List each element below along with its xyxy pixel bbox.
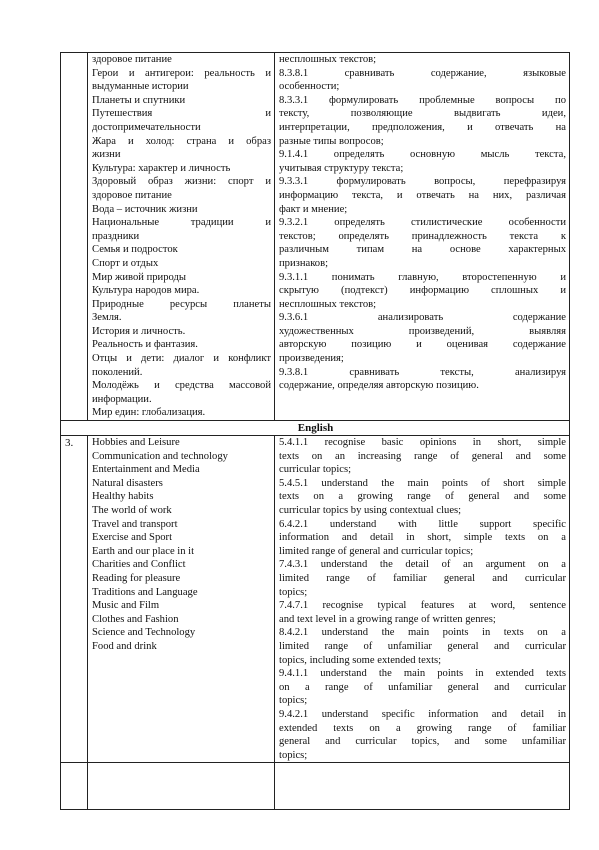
english-section-title: English — [61, 421, 570, 436]
english-row — [61, 436, 570, 763]
russian-objective-line: 8.3.8.1 сравнивать содержание, языковые — [279, 67, 566, 79]
english-empty-topics-cell — [88, 763, 275, 810]
english-objective-line: 5.4.1.1 recognise basic opinions in short, simple — [279, 437, 566, 449]
english-objective-line: 6.4.2.1 understand with little support specific — [279, 518, 566, 530]
english-topic-item: Reading for pleasure — [92, 572, 181, 584]
english-objective-line: 7.4.3.1 understand the detail of an argument on a — [279, 559, 566, 571]
english-topic-item: Clothes and Fashion — [92, 613, 179, 625]
russian-topic-line: здоровое питание — [92, 189, 172, 201]
russian-topic-line: выдуманные истории — [92, 81, 189, 93]
english-topic-item: Natural disasters — [92, 477, 163, 489]
english-objective-line: limited range of familiar general and curricular — [279, 572, 566, 584]
english-objective-line: 5.4.5.1 understand the main points of short simple — [279, 477, 566, 489]
russian-objective-line: 9.3.8.1 сравнивать тексты, анализируя — [279, 366, 566, 378]
russian-topic-line: Вода – источник жизни — [92, 203, 198, 215]
english-objective-line: limited range of general and curricular topics; — [279, 545, 474, 557]
english-objective-line: texts on an increasing range of general and some — [279, 450, 566, 462]
english-row-number: 3. — [61, 436, 88, 763]
russian-objective-line: особенности; — [279, 81, 340, 93]
english-topic-item: Science and Technology — [92, 627, 196, 639]
english-objective-line: general and curricular topics, and some unfamiliar — [279, 736, 566, 748]
russian-objective-line: различным типам на основе характерных — [279, 244, 566, 256]
russian-topic-line: Мир един: глобализация. — [92, 407, 206, 419]
russian-topic-line: Мир живой природы — [92, 271, 186, 283]
russian-objective-line: 8.3.3.1 формулировать проблемные вопросы по — [279, 94, 566, 106]
russian-topic-line: праздники — [92, 230, 140, 242]
russian-objective-line: информацию текста, и отвечать на них, различая — [279, 189, 566, 201]
english-objective-line: curricular topics; — [279, 464, 352, 476]
english-objective-line: and text level in a growing range of written genres; — [279, 613, 496, 625]
russian-topic-line: Здоровый образ жизни: спорт и — [92, 176, 271, 188]
english-topic-item: Communication and technology — [92, 450, 228, 462]
russian-topic-line: Молодёжь и средства массовой — [92, 380, 271, 392]
english-section-header-row — [61, 421, 570, 436]
english-objective-line: information and detail in short, simple texts on a — [279, 532, 566, 544]
english-objective-line: 9.4.1.1 understand the main points in extended texts — [279, 668, 566, 680]
russian-objective-line: скрытую (подтекст) информацию сплошных и — [279, 285, 566, 297]
english-empty-number-cell — [61, 763, 88, 810]
russian-objective-line: 9.3.3.1 формулировать вопросы, перефразируя — [279, 176, 566, 188]
russian-topic-line: Отцы и дети: диалог и конфликт — [92, 353, 271, 365]
russian-objective-line: 9.3.1.1 понимать главную, второстепенную и — [279, 271, 566, 283]
russian-objective-line: художественных произведений, выявляя — [279, 325, 566, 337]
english-empty-row — [61, 763, 570, 810]
russian-topic-line: Жара и холод: страна и образ — [92, 135, 271, 147]
english-topic-item: Hobbies and Leisure — [92, 437, 180, 449]
russian-objective-line: 9.3.6.1 анализировать содержание — [279, 312, 566, 324]
russian-objective-line: факт и мнение; — [279, 203, 348, 215]
english-topic-item: Exercise and Sport — [92, 532, 173, 544]
russian-topic-line: История и личность. — [92, 325, 186, 337]
russian-number-cell — [61, 53, 88, 421]
russian-row — [61, 53, 570, 421]
russian-objective-line: содержание, определяя авторскую позицию. — [279, 380, 479, 392]
russian-objective-line: 9.1.4.1 определять основную мысль текста, — [279, 149, 566, 161]
english-objective-line: 8.4.2.1 understand the main points in texts on a — [279, 627, 566, 639]
english-objective-line: on a range of unfamiliar general and curricular — [279, 681, 566, 693]
english-objective-line: 7.4.7.1 recognise typical features at word, sentence — [279, 600, 566, 612]
english-topic-item: The world of work — [92, 505, 172, 516]
english-objectives-cell — [275, 436, 570, 763]
russian-topic-line: Герои и антигерои: реальность и — [92, 67, 271, 79]
russian-topic-line: Земля. — [92, 312, 122, 324]
english-empty-objectives-cell — [275, 763, 570, 810]
curriculum-table — [60, 52, 570, 810]
russian-objective-line: разные типы вопросов; — [279, 135, 384, 147]
russian-objectives-cell — [275, 53, 570, 421]
russian-objective-line: произведения; — [279, 353, 344, 365]
english-topic-item: Healthy habits — [92, 491, 154, 503]
russian-objective-line: несплошных текстов; — [279, 298, 377, 310]
russian-topic-line: Культура: характер и личность — [92, 162, 231, 174]
english-topic-item: Food and drink — [92, 640, 157, 652]
english-topics-cell — [88, 436, 275, 763]
russian-objective-line: интерпретации, предположения, и отвечать на — [279, 121, 566, 133]
russian-topic-line: жизни — [92, 149, 121, 161]
russian-topic-line: поколений. — [92, 366, 143, 378]
russian-topic-line: Культура народов мира. — [92, 285, 200, 297]
english-topic-item: Travel and transport — [92, 518, 178, 530]
russian-topic-line: Спорт и отдых — [92, 257, 159, 269]
russian-topic-line: достопримечательности — [92, 121, 201, 133]
english-topic-item: Traditions and Language — [92, 586, 198, 598]
english-topic-item: Entertainment and Media — [92, 464, 200, 476]
russian-objective-line: несплошных текстов; — [279, 54, 377, 65]
english-objective-line: topics; — [279, 586, 308, 598]
russian-topic-line: Национальные традиции и — [92, 217, 271, 229]
russian-objective-line: 9.3.2.1 определять стилистические особенности — [279, 217, 566, 229]
russian-objective-line: авторскую позицию и оценивая содержание — [279, 339, 566, 351]
english-objective-line: topics, including some extended texts; — [279, 654, 442, 666]
english-objective-line: limited range of unfamiliar general and curricular — [279, 640, 566, 652]
russian-topics-cell — [88, 53, 275, 421]
english-objective-line: topics; — [279, 749, 308, 761]
english-topic-item: Charities and Conflict — [92, 559, 186, 571]
russian-topic-line: здоровое питание — [92, 54, 172, 65]
english-topic-item: Music and Film — [92, 600, 160, 612]
russian-objective-line: признаков; — [279, 257, 329, 269]
russian-topic-line: Семья и подросток — [92, 244, 178, 256]
english-objective-line: curricular topics by using contextual clues; — [279, 505, 462, 516]
russian-topic-line: Путешествия и — [92, 108, 271, 120]
english-objective-line: 9.4.2.1 understand specific information and detail in — [279, 708, 566, 720]
russian-objective-line: учитывая структуру текста; — [279, 162, 404, 174]
english-objective-line: texts on a growing range of general and some — [279, 491, 566, 503]
english-objective-line: topics; — [279, 695, 308, 707]
russian-topic-line: Природные ресурсы планеты — [92, 298, 271, 310]
english-topic-item: Earth and our place in it — [92, 545, 195, 557]
russian-topic-line: информации. — [92, 393, 152, 405]
russian-objective-line: текстов; определять принадлежность текста к — [279, 230, 566, 242]
russian-topic-line: Реальность и фантазия. — [92, 339, 198, 351]
russian-topic-line: Планеты и спутники — [92, 94, 186, 106]
russian-objective-line: тексту, позволяющие выдвигать идеи, — [279, 108, 566, 120]
english-objective-line: extended texts on a growing range of familiar — [279, 722, 566, 734]
